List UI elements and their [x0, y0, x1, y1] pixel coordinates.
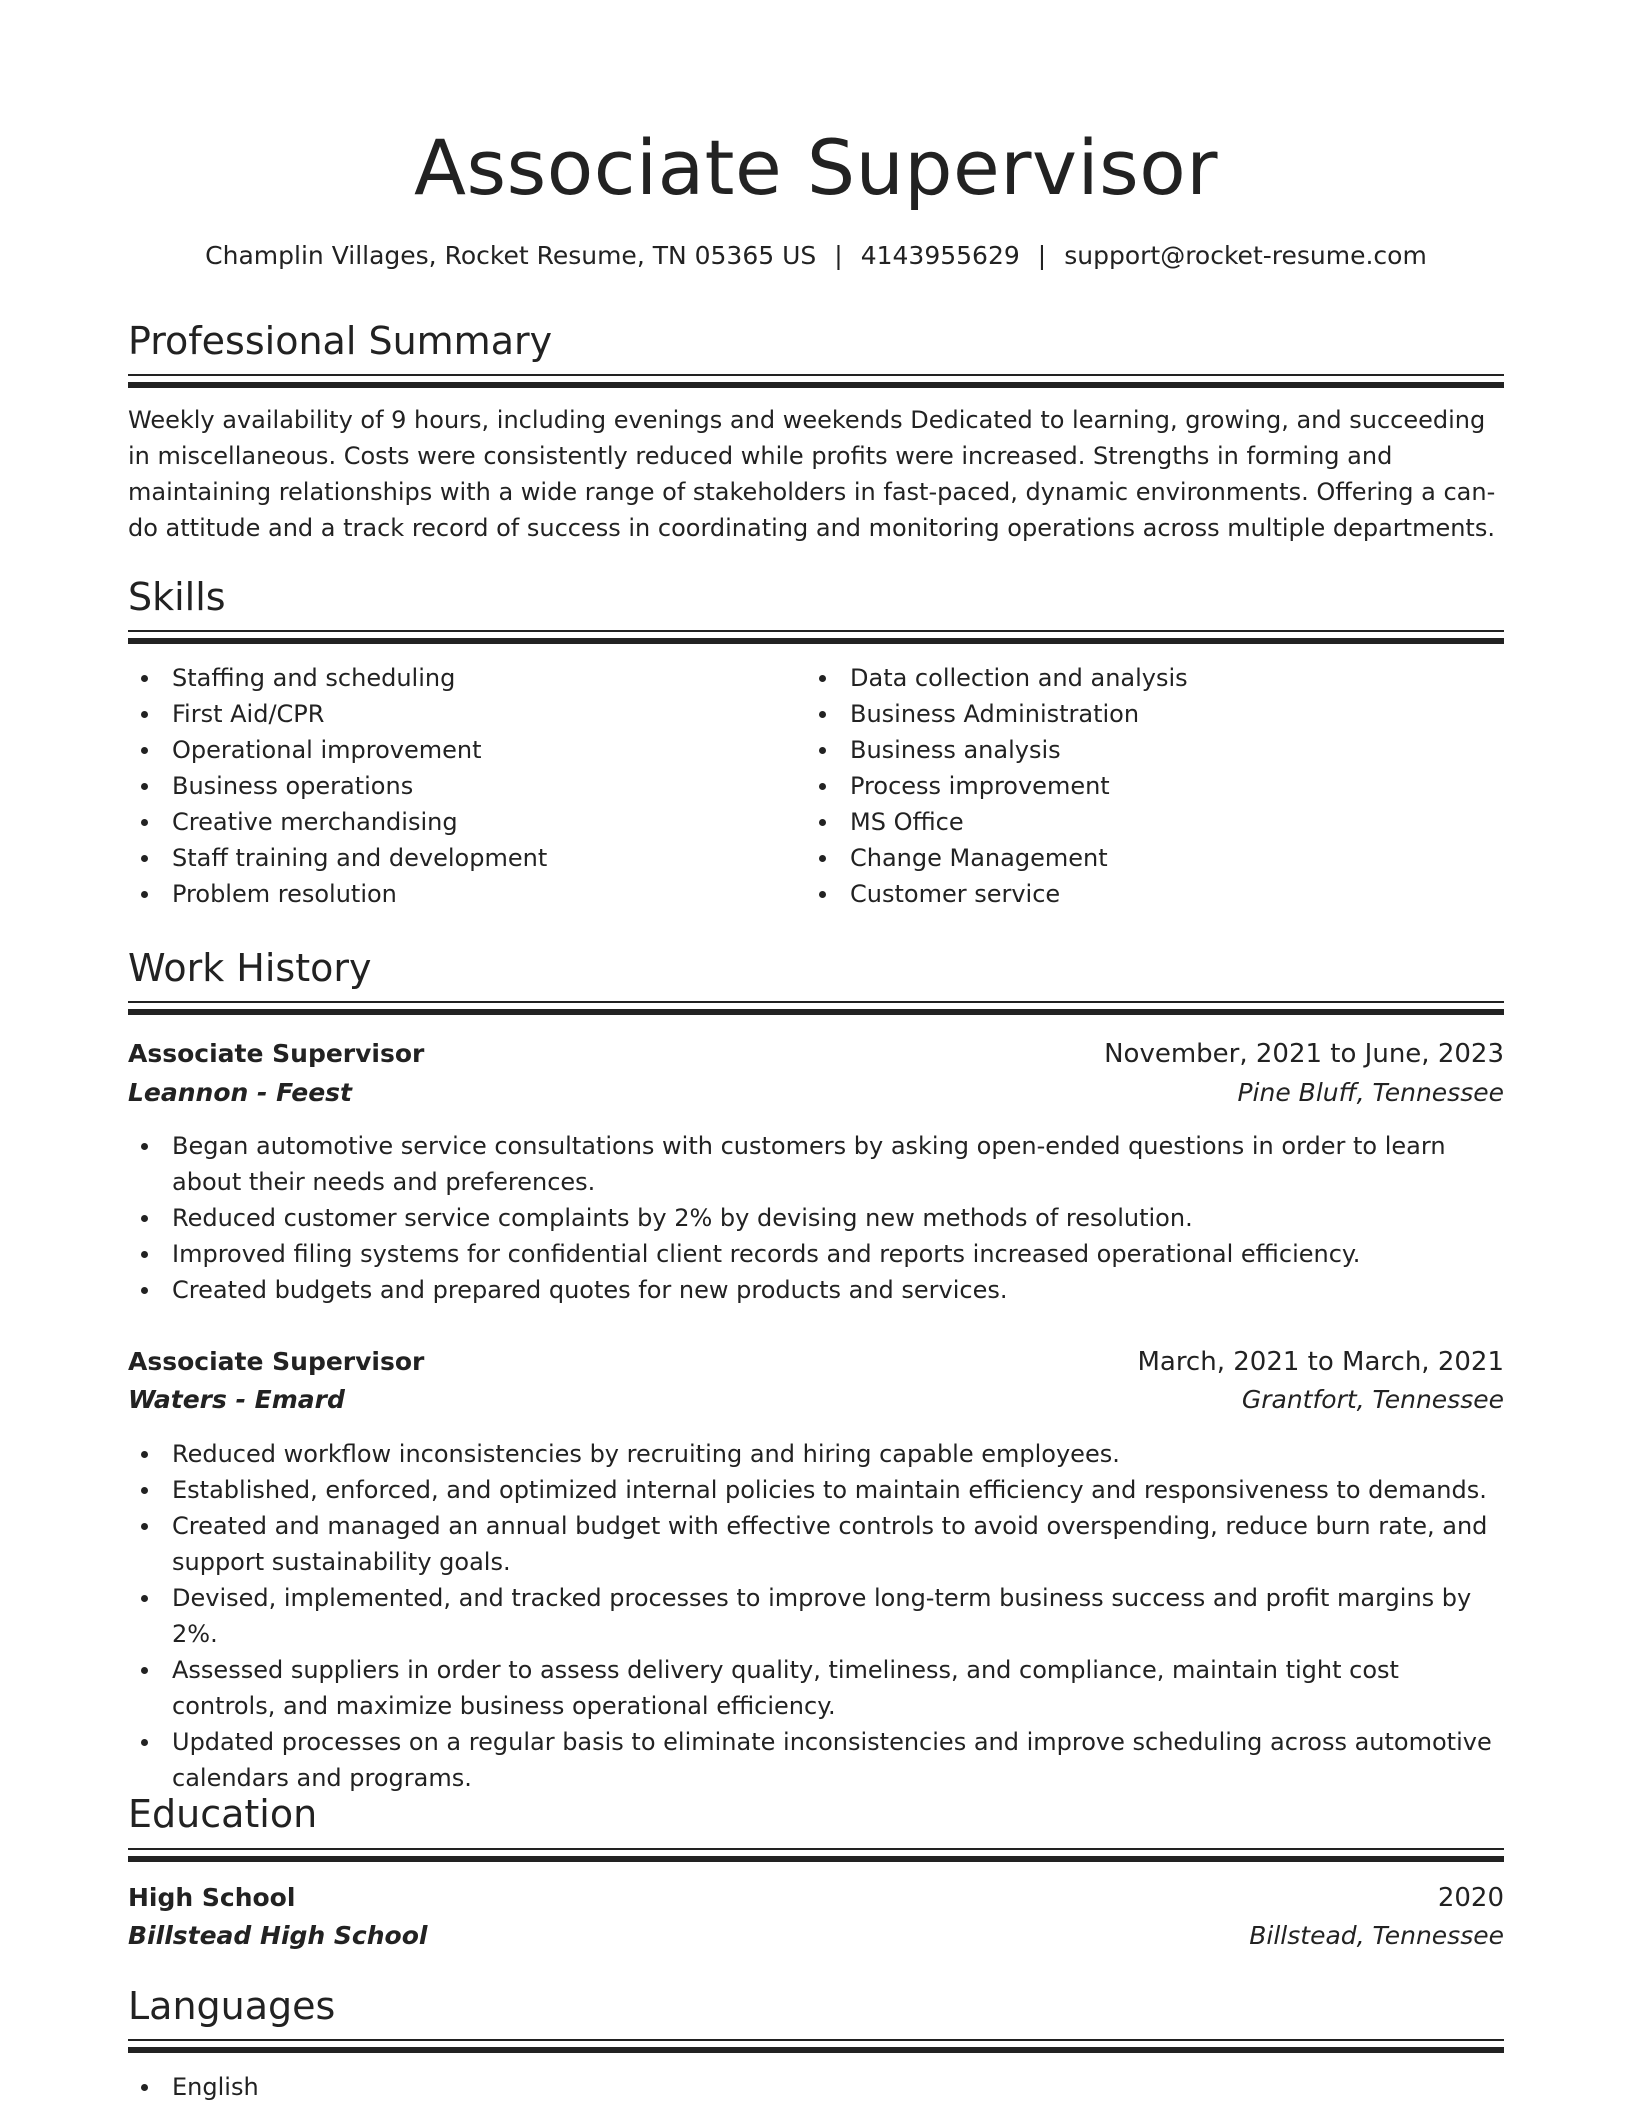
summary-text: Weekly availability of 9 hours, including evenings and weekends Dedicated to learning, growing, and succeeding in miscellaneous. Costs were consistently reduced while profits were increased. Strengths in forming and maintaining relationships with a wide range of stakeholders in fast-paced, dynamic environments. Offering a can-do attitude and a track record of success in coordinating and monitoring operations across multiple departments.: [128, 406, 1496, 542]
bullet-icon: [141, 747, 148, 754]
job-bullet: Reduced workflow inconsistencies by recruiting and hiring capable employees.: [128, 1436, 1504, 1472]
section-divider: [128, 1001, 1504, 1015]
bullet-icon: [141, 1287, 148, 1294]
section-divider: [128, 630, 1504, 644]
contact-separator: |: [834, 241, 843, 270]
bullet-icon: [141, 891, 148, 898]
bullet-icon: [819, 819, 826, 826]
section-title-work: Work History: [128, 946, 372, 990]
education-year: 2020: [1437, 1883, 1504, 1913]
skill-item: Business operations: [128, 768, 768, 804]
job-company: Leannon - Feest: [128, 1078, 352, 1107]
skills-list-left: [128, 660, 768, 912]
bullet-icon: [819, 891, 826, 898]
contact-phone: 4143955629: [860, 241, 1020, 270]
job-bullet: Reduced customer service complaints by 2% by devising new methods of resolution.: [128, 1200, 1504, 1236]
bullet-icon: [819, 747, 826, 754]
education-degree: High School: [128, 1883, 296, 1912]
job-location: Grantfort, Tennessee: [1241, 1385, 1504, 1414]
job-bullets: [128, 1436, 1504, 1796]
skill-item: Creative merchandising: [128, 804, 768, 840]
bullet-icon: [141, 1215, 148, 1222]
skill-item: Staff training and development: [128, 840, 768, 876]
bullet-icon: [141, 2084, 148, 2091]
bullet-icon: [141, 675, 148, 682]
skill-item: Problem resolution: [128, 876, 768, 912]
job-bullet: Improved filing systems for confidential client records and reports increased operational efficiency.: [128, 1236, 1504, 1272]
bullet-icon: [141, 1251, 148, 1258]
skill-item: Staffing and scheduling: [128, 660, 768, 696]
bullet-icon: [141, 1667, 148, 1674]
bullet-icon: [141, 1739, 148, 1746]
bullet-icon: [141, 1143, 148, 1150]
section-title-languages: Languages: [128, 1984, 336, 2028]
job-bullet: Began automotive service consultations with customers by asking open-ended questions in order to learn about their needs and preferences.: [128, 1128, 1504, 1200]
skill-item: Business analysis: [806, 732, 1504, 768]
bullet-icon: [819, 783, 826, 790]
section-divider: [128, 374, 1504, 388]
section-title-education: Education: [128, 1792, 318, 1836]
bullet-icon: [141, 1595, 148, 1602]
bullet-icon: [141, 1523, 148, 1530]
job-location: Pine Bluff, Tennessee: [1237, 1078, 1504, 1107]
job-bullet: Updated processes on a regular basis to eliminate inconsistencies and improve scheduling across automotive calendars and programs.: [128, 1724, 1504, 1796]
skill-item: Change Management: [806, 840, 1504, 876]
bullet-icon: [141, 855, 148, 862]
job-bullet: Devised, implemented, and tracked processes to improve long-term business success and profit margins by 2%.: [128, 1580, 1504, 1652]
bullet-icon: [141, 819, 148, 826]
job-bullets: [128, 1128, 1504, 1308]
job-title: Associate Supervisor: [128, 1039, 425, 1068]
job-bullet: Created budgets and prepared quotes for new products and services.: [128, 1272, 1504, 1308]
skill-item: MS Office: [806, 804, 1504, 840]
education-school: Billstead High School: [128, 1921, 428, 1950]
bullet-icon: [141, 783, 148, 790]
skill-item: Operational improvement: [128, 732, 768, 768]
skill-item: Process improvement: [806, 768, 1504, 804]
job-dates: March, 2021 to March, 2021: [1137, 1347, 1504, 1377]
job-bullet: Created and managed an annual budget with effective controls to avoid overspending, reduce burn rate, and support sustainability goals.: [128, 1508, 1504, 1580]
languages-list: [128, 2069, 768, 2105]
contact-line: [128, 238, 1504, 274]
bullet-icon: [819, 855, 826, 862]
bullet-icon: [819, 675, 826, 682]
job-dates: November, 2021 to June, 2023: [1104, 1039, 1504, 1069]
job-bullet: Assessed suppliers in order to assess delivery quality, timeliness, and compliance, maintain tight cost controls, and maximize business operational efficiency.: [128, 1652, 1504, 1724]
candidate-name: Associate Supervisor: [414, 123, 1218, 212]
job-title: Associate Supervisor: [128, 1347, 425, 1376]
bullet-icon: [819, 711, 826, 718]
job-bullet: Established, enforced, and optimized internal policies to maintain efficiency and responsiveness to demands.: [128, 1472, 1504, 1508]
contact-email: support@rocket-resume.com: [1064, 241, 1427, 270]
section-title-summary: Professional Summary: [128, 319, 553, 363]
skill-item: Customer service: [806, 876, 1504, 912]
section-divider: [128, 1848, 1504, 1862]
education-location: Billstead, Tennessee: [1249, 1921, 1504, 1950]
contact-separator: |: [1037, 241, 1047, 270]
language-item: English: [128, 2069, 768, 2105]
bullet-icon: [141, 1451, 148, 1458]
skills-list-right: [806, 660, 1504, 912]
skill-item: First Aid/CPR: [128, 696, 768, 732]
contact-address: Champlin Villages, Rocket Resume, TN 05365 US: [205, 241, 817, 270]
bullet-icon: [141, 1487, 148, 1494]
section-title-skills: Skills: [128, 575, 226, 619]
skill-item: Data collection and analysis: [806, 660, 1504, 696]
job-company: Waters - Emard: [128, 1385, 345, 1414]
bullet-icon: [141, 711, 148, 718]
skill-item: Business Administration: [806, 696, 1504, 732]
section-divider: [128, 2039, 1504, 2053]
